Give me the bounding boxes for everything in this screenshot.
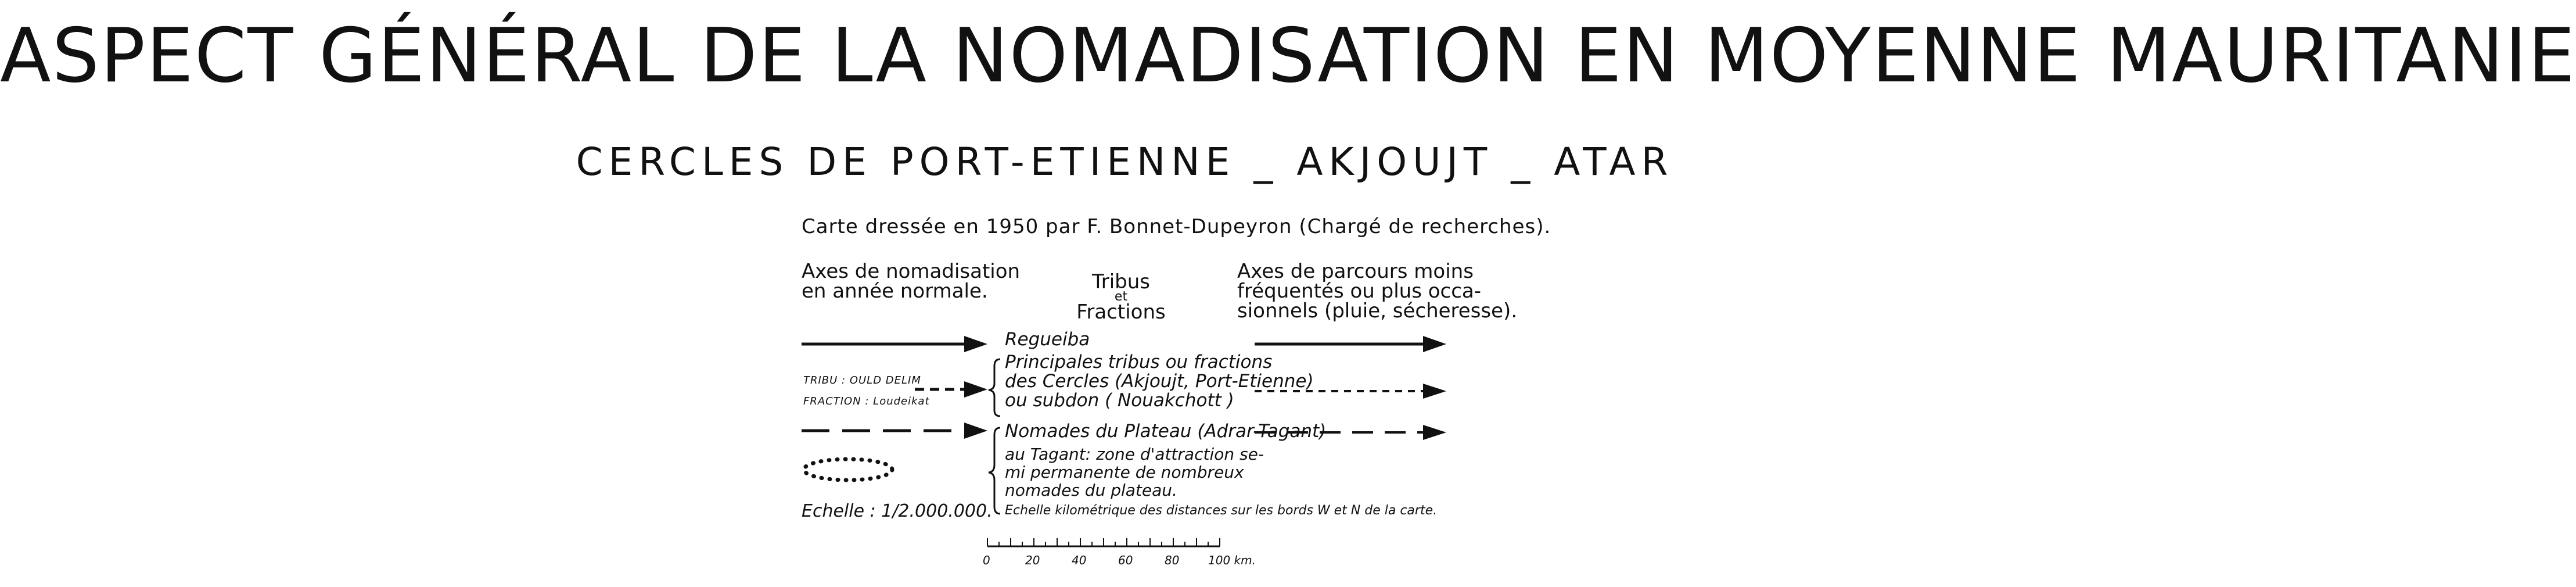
legend-header-right: Axes de parcours moins fréquentés ou plus occa- sionnels (pluie, sécheresse). [1237,260,1518,323]
dashed-arrow-right [1255,384,1446,399]
scale-tick-100: 100 km. [1208,553,1256,567]
scale-tick-60: 60 [1118,553,1133,567]
brace-nomades [989,428,1000,514]
legend-echelle: Echelle : 1/2.000.000. [802,501,993,521]
long-dashed-arrow-left [802,423,987,439]
dashed-arrow-left [915,381,987,398]
scale-tick-20: 20 [1025,553,1040,567]
solid-arrow-right [1255,336,1446,352]
dotted-zone-symbol [804,459,892,480]
legend-regueiba: Regueiba [1005,329,1090,350]
legend-principales: Principales tribus ou fractions des Cercles (Akjoujt, Port-Etienne) ou subdon ( Nouakchott ) [1005,352,1314,411]
legend-nomades: Nomades du Plateau (Adrar-Tagant) [1005,421,1327,442]
long-dashed-arrow-right [1255,425,1446,440]
brace-principales [989,359,1000,416]
solid-arrow-left [802,336,987,352]
legend-tagant: au Tagant: zone d'attraction se- mi permanente de nombreux nomades du plateau. [1005,445,1264,500]
scale-tick-0: 0 [983,553,990,567]
scale-tick-40: 40 [1072,553,1087,567]
map-title: ASPECT GÉNÉRAL DE LA NOMADISATION EN MOYENNE MAURITANIE [0,13,2576,99]
legend-header-left: Axes de nomadisation en année normale. [802,260,1021,303]
legend-fraction-label: FRACTION : Loudeikat [803,395,930,407]
legend-echelle-note: Echelle kilométrique des distances sur les bords W et N de la carte. [1005,503,1438,518]
scale-tick-80: 80 [1165,553,1180,567]
map-subtitle: CERCLES DE PORT-ETIENNE _ AKJOUJT _ ATAR [576,139,1674,184]
scale-bar [987,538,1220,546]
legend-tribu-label: TRIBU : OULD DELIM [803,374,921,386]
map-credit: Carte dressée en 1950 par F. Bonnet-Dupeyron (Chargé de recherches). [802,215,1551,238]
legend-header-center: Tribus et Fractions [1076,270,1166,324]
